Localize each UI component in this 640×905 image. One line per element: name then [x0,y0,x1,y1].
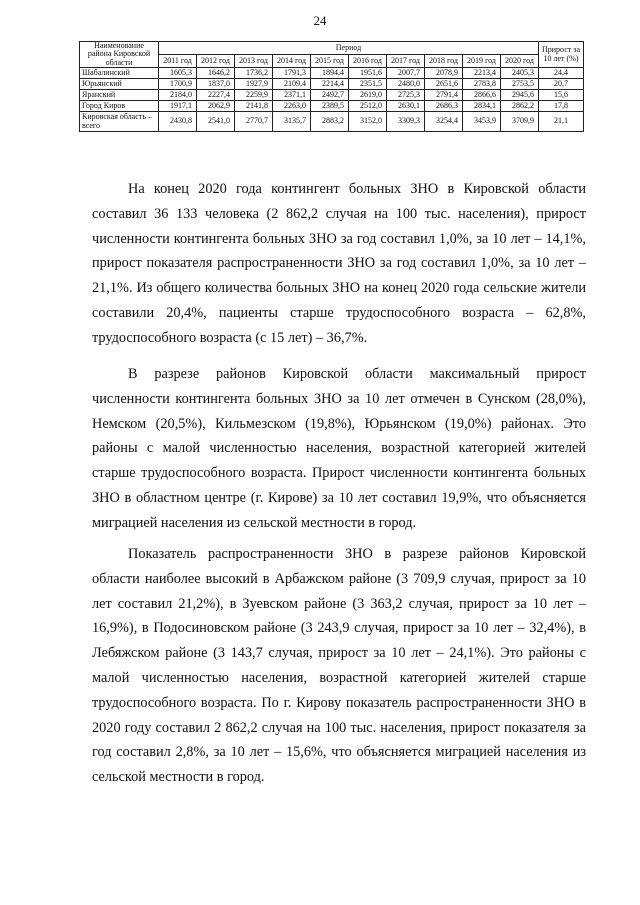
paragraph-district-growth [92,362,586,536]
table-cell: 2753,5 [501,79,539,90]
table-cell: 1646,2 [197,68,235,79]
district-name: Юрьянский [80,79,159,90]
table-cell: 2405,3 [501,68,539,79]
table-cell: 2480,0 [387,79,425,90]
paragraph-prevalence [92,542,586,790]
column-header-period: Период [159,42,539,55]
year-header: 2018 год [425,55,463,68]
table-cell: 2862,2 [501,101,539,112]
table-cell: 2834,1 [463,101,501,112]
table-cell: 1791,3 [273,68,311,79]
table-cell: 2184,0 [159,90,197,101]
table-row-total [80,112,584,132]
table-cell: 2791,4 [425,90,463,101]
table-cell: 2371,1 [273,90,311,101]
paragraph-text: В разрезе районов Кировской области максимальный прирост численности контингента больных ЗНО за 10 лет отмечен в Сунском (28,0%), Немском (20,5%), Кильмезском (19,8%), Юрьянском (19,0%) районах. Это районы с малой численностью населения, возрастной категорией жителей старше трудоспособного возраста. Прирост численности контингента больных ЗНО в областном центре (г. Кирове) за 10 лет составил 19,9%, что объясняется миграцией населения из сельской местности в город. [92,366,586,531]
table-cell: 2945,6 [501,90,539,101]
year-header: 2012 год [197,55,235,68]
year-header: 2011 год [159,55,197,68]
table-cell: 2512,0 [349,101,387,112]
table-cell: 2883,2 [311,112,349,132]
table-cell: 2630,1 [387,101,425,112]
paragraph-text: На конец 2020 года контингент больных ЗНО в Кировской области составил 36 133 человека (2 862,2 случая на 100 тыс. населения), прирост численности контингента больных ЗНО за год составил 1,0%, за 10 лет – 14,1%, прирост показателя распространенности ЗНО за год составил 1,0%, за 10 лет – 21,1%. Из общего количества больных ЗНО на конец 2020 года сельские жители составили 20,4%, пациенты старше трудоспособного возраста – 62,8%, трудоспособного возраста (с 15 лет) – 36,7%. [92,181,586,346]
column-header-growth: Прирост за 10 лет (%) [539,42,584,68]
table-cell: 3309,3 [387,112,425,132]
table-cell: 2351,5 [349,79,387,90]
growth-cell: 20,7 [539,79,584,90]
district-name: Шабалинский [80,68,159,79]
table-cell: 2725,3 [387,90,425,101]
year-header: 2014 год [273,55,311,68]
district-name: Город Киров [80,101,159,112]
table-cell: 2866,6 [463,90,501,101]
column-header-district: Наименование района Кировской области [80,42,159,68]
table-cell: 2651,6 [425,79,463,90]
table-row [80,79,584,90]
table-cell: 2430,8 [159,112,197,132]
table-cell: 2783,8 [463,79,501,90]
page-number: 24 [313,13,327,28]
table-cell: 2259,9 [235,90,273,101]
table-cell: 3152,0 [349,112,387,132]
year-header: 2013 год [235,55,273,68]
table-cell: 2389,5 [311,101,349,112]
table-row [80,68,584,79]
table-cell: 2214,4 [311,79,349,90]
table-cell: 1917,1 [159,101,197,112]
prevalence-table [79,41,584,132]
table-cell: 3709,9 [501,112,539,132]
table-cell: 2007,7 [387,68,425,79]
growth-cell: 21,1 [539,112,584,132]
district-name: Кировская область – всего [80,112,159,132]
table-cell: 2686,3 [425,101,463,112]
growth-cell: 15,6 [539,90,584,101]
paragraph-contingent-total [92,177,586,351]
year-header: 2017 год [387,55,425,68]
table-cell: 2227,4 [197,90,235,101]
year-header: 2019 год [463,55,501,68]
growth-cell: 17,8 [539,101,584,112]
table-cell: 2619,0 [349,90,387,101]
table-cell: 2078,9 [425,68,463,79]
table-cell: 1951,6 [349,68,387,79]
year-header: 2015 год [311,55,349,68]
table-cell: 1605,3 [159,68,197,79]
district-name: Яранский [80,90,159,101]
year-header: 2020 год [501,55,539,68]
table-cell: 2263,0 [273,101,311,112]
table-cell: 2062,9 [197,101,235,112]
table-cell: 1894,4 [311,68,349,79]
table-cell: 2213,4 [463,68,501,79]
table-cell: 1700,9 [159,79,197,90]
table-cell: 1736,2 [235,68,273,79]
paragraph-text: Показатель распространенности ЗНО в разрезе районов Кировской области наиболее высокий в Арбажском районе (3 709,9 случая, прирост за 10 лет составил 21,2%), в Зуевском районе (3 363,2 случая, прирост за 10 лет – 16,9%), в Подосиновском районе (3 243,9 случая, прирост за 10 лет – 32,4%), в Лебяжском районе (3 143,7 случая, прирост за 10 лет – 24,1%). Это районы с малой численностью населения, возрастной категорией жителей старше трудоспособного возраста. По г. Кирову показатель распространенности ЗНО в 2020 году составил 2 862,2 случая на 100 тыс. населения, прирост показателя за год составил 2,8%, за 10 лет – 15,6%, что объясняется миграцией населения из сельской местности в город. [92,546,586,786]
table-cell: 1837,0 [197,79,235,90]
table-cell: 2492,7 [311,90,349,101]
table-cell: 3254,4 [425,112,463,132]
table-cell: 3135,7 [273,112,311,132]
table-row [80,90,584,101]
table-cell: 2141,8 [235,101,273,112]
table-cell: 2541,0 [197,112,235,132]
growth-cell: 24,4 [539,68,584,79]
table-cell: 2770,7 [235,112,273,132]
table-cell: 2109,4 [273,79,311,90]
table-cell: 1927,9 [235,79,273,90]
year-header: 2016 год [349,55,387,68]
table-cell: 3453,9 [463,112,501,132]
table-row [80,101,584,112]
